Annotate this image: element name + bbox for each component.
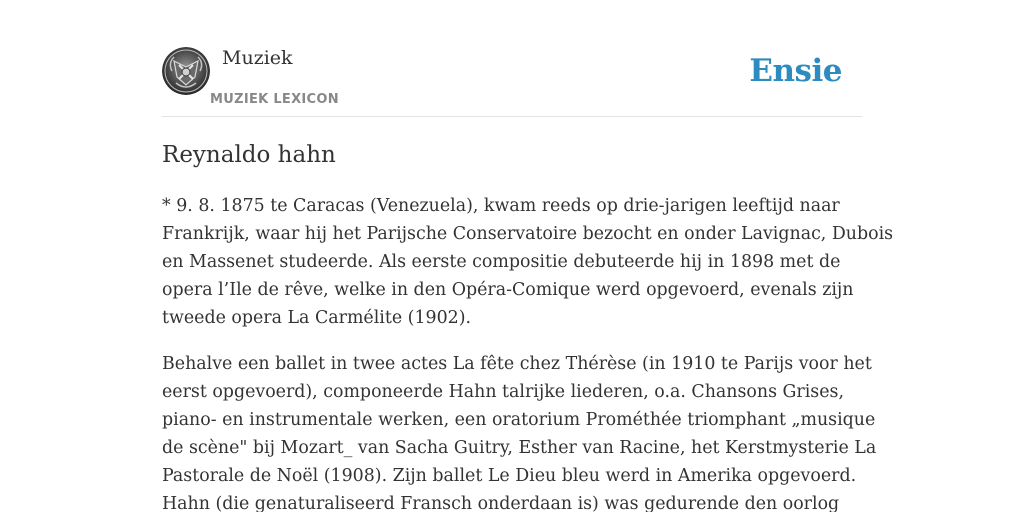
text-line: eerst opgevoerd), componeerde Hahn talrijke liederen, o.a. Chansons Grises,	[162, 382, 844, 402]
text-line: opera l’Ile de rêve, welke in den Opéra-Comique werd opgevoerd, evenals zijn	[162, 280, 854, 300]
article-paragraph	[162, 350, 877, 512]
text-line: * 9. 8. 1875 te Caracas (Venezuela), kwam reeds op drie-jarigen leeftijd naar	[162, 196, 840, 216]
crest-icon[interactable]	[162, 47, 210, 95]
text-line: Hahn (die genaturaliseerd Fransch onderdaan is) was gedurende den oorlog	[162, 494, 840, 512]
source-name[interactable]: Muziek	[222, 47, 293, 69]
source-header	[162, 46, 862, 117]
text-line: Behalve een ballet in twee actes La fête chez Thérèse (in 1910 te Parijs voor het	[162, 354, 872, 374]
article-paragraph	[162, 192, 894, 332]
text-line: tweede opera La Carmélite (1902).	[162, 308, 472, 328]
brand-logo-link[interactable]: Ensie	[749, 53, 842, 89]
text-line: Pastorale de Noël (1908). Zijn ballet Le Dieu bleu werd in Amerika opgevoerd.	[162, 466, 857, 486]
article-body	[162, 192, 894, 512]
text-line: en Massenet studeerde. Als eerste compositie debuteerde hij in 1898 met de	[162, 252, 841, 272]
text-line: piano- en instrumentale werken, een oratorium Prométhée triomphant „musique	[162, 410, 876, 430]
text-line: Frankrijk, waar hij het Parijsche Conservatoire bezocht en onder Lavignac, Dubois	[162, 224, 894, 244]
source-subtitle: MUZIEK LEXICON	[210, 92, 339, 107]
article-title: Reynaldo hahn	[162, 142, 336, 168]
text-line: de scène" bij Mozart_ van Sacha Guitry, Esther van Racine, het Kerstmysterie La	[162, 438, 877, 458]
